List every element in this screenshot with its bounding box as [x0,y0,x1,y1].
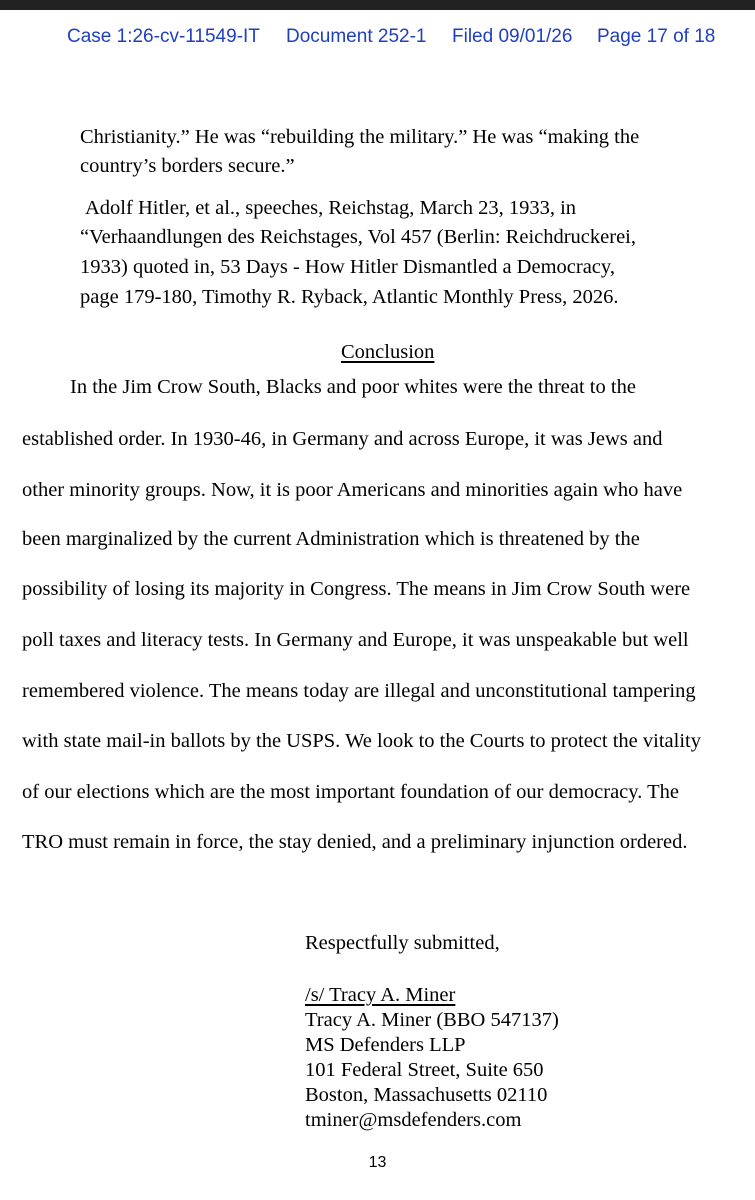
conclusion-line: with state mail-in ballots by the USPS. We look to the Courts to protect the vitality [22,730,701,752]
conclusion-line: of our elections which are the most important foundation of our democracy. The [22,781,679,803]
conclusion-line: remembered violence. The means today are illegal and unconstitutional tampering [22,680,696,702]
citation-line: Adolf Hitler, et al., speeches, Reichstag, March 23, 1933, in [85,197,577,219]
conclusion-line: established order. In 1930-46, in Germany and across Europe, it was Jews and [22,428,663,450]
city-address: Boston, Massachusetts 02110 [305,1084,548,1106]
conclusion-line: poll taxes and literacy tests. In Germany and Europe, it was unspeakable but well [22,629,689,651]
firm-name: MS Defenders LLP [305,1034,466,1056]
case-number: Case 1:26-cv-11549-IT [67,26,260,47]
filed-date: Filed 09/01/26 [452,26,573,47]
electronic-signature: /s/ Tracy A. Miner [305,984,456,1006]
closing-text: Respectfully submitted, [305,932,500,954]
street-address: 101 Federal Street, Suite 650 [305,1059,544,1081]
document-number: Document 252-1 [286,26,427,47]
conclusion-line: other minority groups. Now, it is poor Americans and minorities again who have [22,479,683,501]
citation-line: “Verhaandlungen des Reichstages, Vol 457 (Berlin: Reichdruckerei, [80,226,637,248]
conclusion-line: been marginalized by the current Administration which is threatened by the [22,528,640,550]
quote-line: Christianity.” He was “rebuilding the military.” He was “making the [80,126,640,148]
quote-line: country’s borders secure.” [80,155,295,177]
conclusion-line: In the Jim Crow South, Blacks and poor whites were the threat to the [70,376,636,398]
conclusion-heading: Conclusion [341,341,435,363]
email-address: tminer@msdefenders.com [305,1109,522,1131]
top-bar [0,0,755,10]
conclusion-line: TRO must remain in force, the stay denied, and a preliminary injunction ordered. [22,831,688,853]
citation-line: page 179-180, Timothy R. Ryback, Atlantic Monthly Press, 2026. [80,286,619,308]
conclusion-line: possibility of losing its majority in Congress. The means in Jim Crow South were [22,578,691,600]
page-indicator: Page 17 of 18 [597,26,716,47]
attorney-name: Tracy A. Miner (BBO 547137) [305,1009,559,1031]
page-number: 13 [368,1154,387,1171]
citation-line: 1933) quoted in, 53 Days - How Hitler Dismantled a Democracy, [80,256,615,278]
